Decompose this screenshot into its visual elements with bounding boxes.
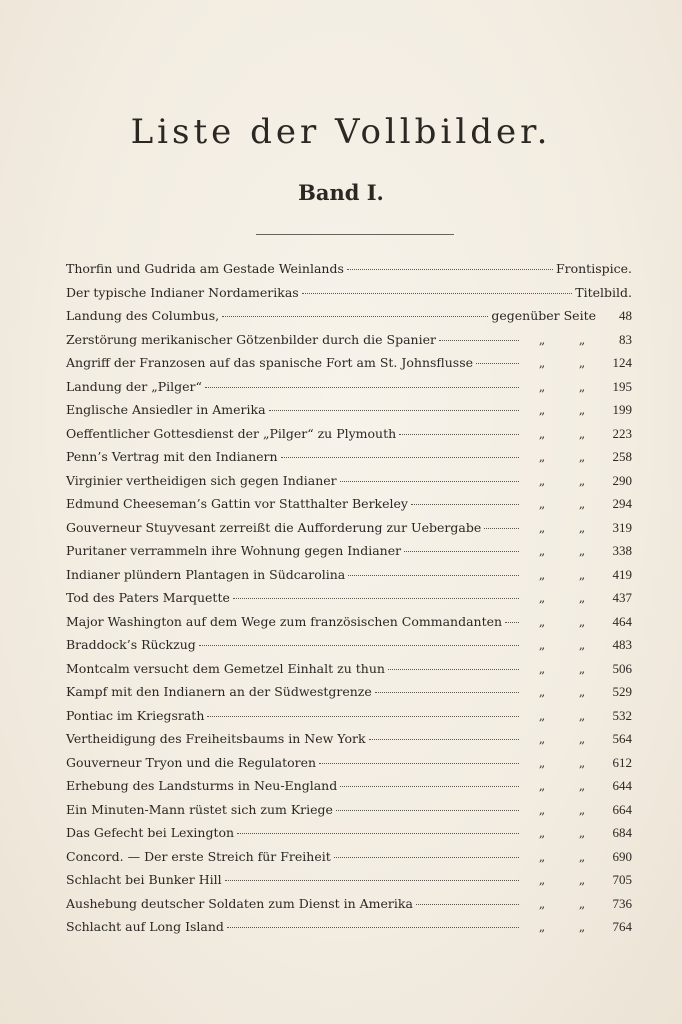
page-reference <box>522 633 632 657</box>
ditto-mark: „ <box>538 519 546 535</box>
dot-leader <box>439 340 519 341</box>
page-reference <box>522 469 632 493</box>
page-number: 83 <box>619 331 632 347</box>
dot-leader <box>336 810 519 811</box>
entry-title: Angriff der Franzosen auf das spanische Fort am St. Johnsflusse <box>66 355 474 370</box>
ditto-mark: „ <box>538 660 546 676</box>
ditto-mark: „ <box>578 543 586 558</box>
entry-title: Schlacht bei Bunker Hill <box>66 872 222 887</box>
list-item <box>66 798 632 822</box>
entry-title: Oeffentlicher Gottesdienst der „Pilger“ zu Plymouth <box>66 425 397 441</box>
page-reference <box>522 915 632 939</box>
entry-title: Edmund Cheeseman’s Gattin vor Statthalter Berkeley <box>66 496 408 511</box>
ditto-mark: „ <box>578 613 586 629</box>
page-number: 506 <box>612 660 632 676</box>
page-number: 529 <box>612 684 632 699</box>
page-reference <box>522 868 632 892</box>
page-reference <box>522 539 632 563</box>
page-number: 419 <box>612 566 632 582</box>
ditto-mark: „ <box>578 331 586 347</box>
dot-leader <box>205 387 519 388</box>
ditto-mark: „ <box>578 355 586 370</box>
page-number: 764 <box>612 919 632 934</box>
page-label: gegenüber Seite <box>491 308 596 323</box>
page-reference <box>522 398 632 422</box>
entry-title: Kampf mit den Indianern an der Südwestgrenze <box>66 684 372 699</box>
entry-title: Gouverneur Stuyvesant zerreißt die Aufforderung zur Uebergabe <box>66 519 482 535</box>
page-number: 532 <box>612 707 632 723</box>
ditto-mark: „ <box>578 707 586 723</box>
dot-leader <box>225 880 519 881</box>
ditto-mark: „ <box>578 731 586 746</box>
dot-leader <box>476 363 519 364</box>
ditto-mark: „ <box>538 848 546 864</box>
list-item <box>66 539 632 563</box>
page-title: Liste der Vollbilder. <box>130 112 552 152</box>
page-number: 223 <box>612 425 632 441</box>
page-number: 195 <box>612 378 632 394</box>
page-reference <box>522 798 632 822</box>
entry-title: Virginier vertheidigen sich gegen Indianer <box>66 472 337 488</box>
list-item <box>66 328 632 352</box>
page-number: 464 <box>612 613 632 629</box>
page-reference <box>522 845 632 869</box>
entry-title: Major Washington auf dem Wege zum französischen Commandanten <box>66 613 503 629</box>
dot-leader <box>388 669 519 670</box>
entry-title: Englische Ansiedler in Amerika <box>66 402 266 417</box>
ditto-mark: „ <box>578 566 586 582</box>
page-number: 736 <box>612 895 632 911</box>
ditto-mark: „ <box>578 848 586 864</box>
ditto-mark: „ <box>538 778 546 793</box>
entry-title: Braddock’s Rückzug <box>66 637 196 652</box>
page-number: 564 <box>612 731 632 746</box>
ditto-mark: „ <box>538 590 546 605</box>
page-number: 705 <box>612 872 632 887</box>
page-reference <box>522 328 632 352</box>
entry-title: Landung des Columbus, <box>66 308 220 323</box>
page-reference <box>522 704 632 728</box>
page-reference <box>556 257 632 281</box>
ditto-mark: „ <box>578 449 586 464</box>
page-number: 684 <box>612 825 632 840</box>
ditto-mark: „ <box>538 707 546 723</box>
page-number: 319 <box>612 519 632 535</box>
page-number: 258 <box>612 449 632 464</box>
ditto-mark: „ <box>578 637 586 652</box>
ditto-mark: „ <box>578 402 586 417</box>
page-reference <box>522 445 632 469</box>
page-number: 437 <box>612 590 632 605</box>
page-number: 690 <box>612 848 632 864</box>
page-reference <box>522 610 632 634</box>
page-label: Frontispice. <box>555 261 632 276</box>
page-reference <box>522 727 632 751</box>
ditto-mark: „ <box>578 519 586 535</box>
ditto-mark: „ <box>538 378 546 394</box>
list-item <box>66 774 632 798</box>
page-label: Titelbild. <box>575 284 632 300</box>
dot-leader <box>227 927 519 928</box>
page-reference <box>522 657 632 681</box>
list-item <box>66 398 632 422</box>
ditto-mark: „ <box>578 895 586 911</box>
ditto-mark: „ <box>578 754 586 770</box>
list-item <box>66 610 632 634</box>
ditto-mark: „ <box>538 684 546 699</box>
list-item <box>66 257 632 281</box>
ditto-mark: „ <box>538 919 546 934</box>
dot-leader <box>340 786 519 787</box>
dot-leader <box>222 316 488 317</box>
page-number: 338 <box>612 543 632 558</box>
ditto-mark: „ <box>538 825 546 840</box>
dot-leader <box>347 269 553 270</box>
ditto-mark: „ <box>538 496 546 511</box>
entry-title: Penn’s Vertrag mit den Indianern <box>66 449 278 464</box>
page-number: 48 <box>619 308 632 323</box>
dot-leader <box>199 645 519 646</box>
page-number: 483 <box>612 637 632 652</box>
page-number: 644 <box>612 778 632 793</box>
ditto-mark: „ <box>578 496 586 511</box>
list-item <box>66 657 632 681</box>
page-reference <box>522 516 632 540</box>
entry-title: Das Gefecht bei Lexington <box>66 825 235 840</box>
page-reference <box>575 281 632 305</box>
ditto-mark: „ <box>538 754 546 770</box>
dot-leader <box>237 833 519 834</box>
entry-title: Landung der „Pilger“ <box>66 378 202 394</box>
list-item <box>66 304 632 328</box>
ditto-mark: „ <box>578 825 586 840</box>
entry-title: Erhebung des Landsturms in Neu-England <box>66 778 338 793</box>
page-number: 664 <box>612 801 632 817</box>
dot-leader <box>233 598 519 599</box>
entry-title: Zerstörung merikanischer Götzenbilder durch die Spanier <box>66 331 436 347</box>
list-item <box>66 445 632 469</box>
ditto-mark: „ <box>538 731 546 746</box>
list-item <box>66 586 632 610</box>
ditto-mark: „ <box>538 613 546 629</box>
list-item <box>66 516 632 540</box>
page-reference <box>491 304 632 328</box>
ditto-mark: „ <box>538 566 546 582</box>
dot-leader <box>416 904 519 905</box>
ditto-mark: „ <box>578 590 586 605</box>
dot-leader <box>334 857 519 858</box>
illustration-list <box>66 257 632 939</box>
dot-leader <box>369 739 519 740</box>
entry-title: Vertheidigung des Freiheitsbaums in New York <box>66 731 366 746</box>
ditto-mark: „ <box>538 472 546 488</box>
dot-leader <box>375 692 519 693</box>
entry-title: Gouverneur Tryon und die Regulatoren <box>66 754 317 770</box>
ditto-mark: „ <box>578 425 586 441</box>
page-reference <box>522 821 632 845</box>
ditto-mark: „ <box>538 543 546 558</box>
entry-title: Concord. — Der erste Streich für Freiheit <box>66 848 331 864</box>
page-reference <box>522 375 632 399</box>
page-reference <box>522 563 632 587</box>
ditto-mark: „ <box>538 872 546 887</box>
page-reference <box>522 774 632 798</box>
page-number: 294 <box>612 496 632 511</box>
list-item <box>66 633 632 657</box>
entry-title: Montcalm versucht dem Gemetzel Einhalt zu thun <box>66 660 385 676</box>
list-item <box>66 868 632 892</box>
ditto-mark: „ <box>578 660 586 676</box>
ditto-mark: „ <box>578 378 586 394</box>
list-item <box>66 680 632 704</box>
ditto-mark: „ <box>578 778 586 793</box>
page-reference <box>522 492 632 516</box>
entry-title: Tod des Paters Marquette <box>66 590 230 605</box>
ditto-mark: „ <box>538 402 546 417</box>
ditto-mark: „ <box>538 425 546 441</box>
volume-heading: Band I. <box>298 180 384 205</box>
ditto-mark: „ <box>538 331 546 347</box>
list-item <box>66 492 632 516</box>
page-number: 290 <box>612 472 632 488</box>
list-item <box>66 563 632 587</box>
list-item <box>66 727 632 751</box>
ditto-mark: „ <box>538 355 546 370</box>
list-item <box>66 915 632 939</box>
list-item <box>66 351 632 375</box>
ditto-mark: „ <box>538 637 546 652</box>
dot-leader <box>302 293 573 294</box>
entry-title: Schlacht auf Long Island <box>66 919 224 934</box>
list-item <box>66 469 632 493</box>
ditto-mark: „ <box>578 919 586 934</box>
entry-title: Indianer plündern Plantagen in Südcarolina <box>66 566 346 582</box>
ditto-mark: „ <box>538 801 546 817</box>
list-item <box>66 704 632 728</box>
list-item <box>66 751 632 775</box>
ditto-mark: „ <box>578 684 586 699</box>
page-reference <box>522 751 632 775</box>
dot-leader <box>269 410 519 411</box>
divider-rule <box>256 234 454 235</box>
page-reference <box>522 586 632 610</box>
page-reference <box>522 892 632 916</box>
list-item <box>66 422 632 446</box>
list-item <box>66 821 632 845</box>
dot-leader <box>411 504 519 505</box>
list-item <box>66 892 632 916</box>
dot-leader <box>404 551 519 552</box>
entry-title: Der typische Indianer Nordamerikas <box>66 284 299 300</box>
page-number: 124 <box>612 355 632 370</box>
page-reference <box>522 351 632 375</box>
list-item <box>66 375 632 399</box>
ditto-mark: „ <box>578 872 586 887</box>
dot-leader <box>340 481 519 482</box>
dot-leader <box>399 434 519 435</box>
list-item <box>66 845 632 869</box>
ditto-mark: „ <box>578 801 586 817</box>
page-number: 199 <box>612 402 632 417</box>
dot-leader <box>505 622 519 623</box>
page-reference <box>522 422 632 446</box>
ditto-mark: „ <box>578 472 586 488</box>
dot-leader <box>484 528 519 529</box>
dot-leader <box>281 457 519 458</box>
page-reference <box>522 680 632 704</box>
entry-title: Thorfin und Gudrida am Gestade Weinlands <box>66 261 344 276</box>
entry-title: Puritaner verrammeln ihre Wohnung gegen Indianer <box>66 543 402 558</box>
list-item <box>66 281 632 305</box>
page-number: 612 <box>612 754 632 770</box>
entry-title: Ein Minuten-Mann rüstet sich zum Kriege <box>66 801 333 817</box>
entry-title: Aushebung deutscher Soldaten zum Dienst in Amerika <box>66 895 413 911</box>
dot-leader <box>207 716 519 717</box>
dot-leader <box>319 763 519 764</box>
ditto-mark: „ <box>538 449 546 464</box>
ditto-mark: „ <box>538 895 546 911</box>
dot-leader <box>348 575 519 576</box>
entry-title: Pontiac im Kriegsrath <box>66 707 205 723</box>
